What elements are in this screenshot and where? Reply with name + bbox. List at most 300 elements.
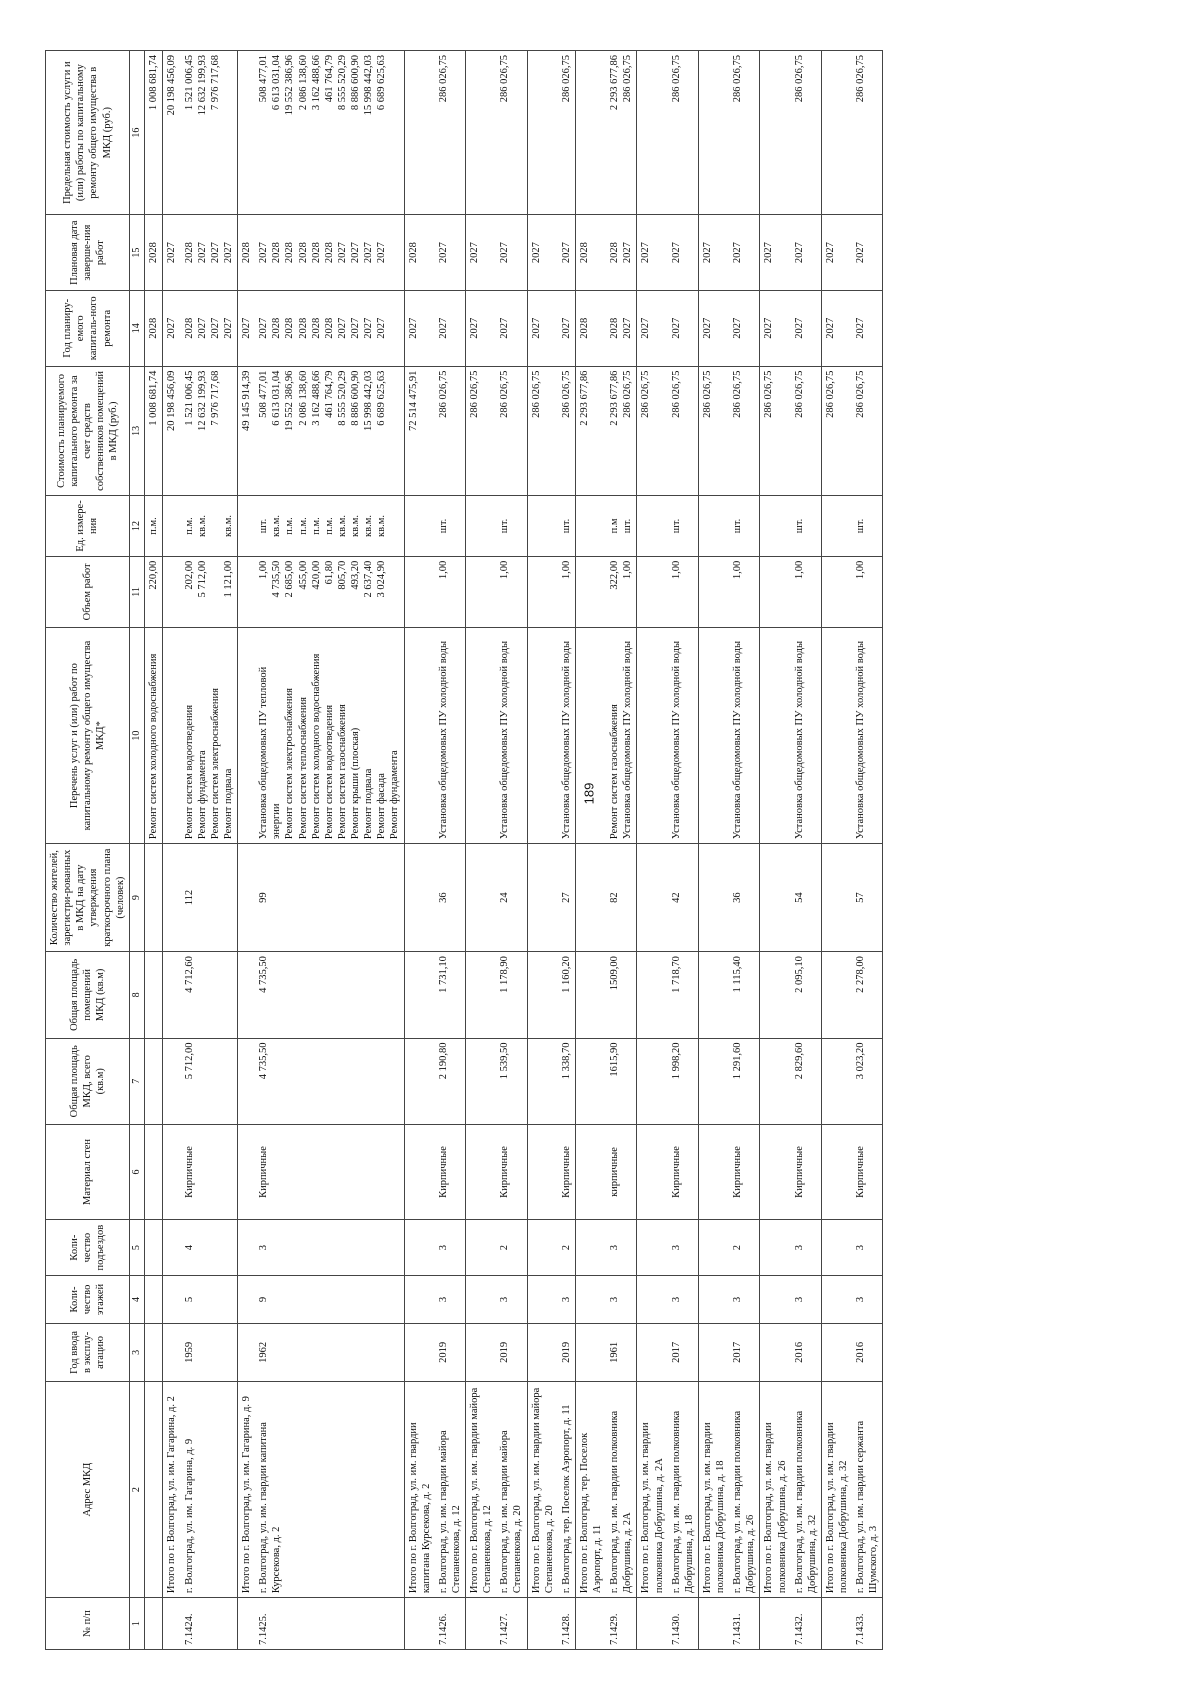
building-row [435,51,466,1650]
empty-cell [404,844,435,952]
commission-year: 2016 [852,1323,883,1381]
column-number: 5 [129,1220,145,1276]
repair-year [558,290,576,366]
work-volume-line: 1 121,00 [222,560,234,598]
completion-date-line: 2027 [855,242,867,264]
column-header: № п/п [46,1598,130,1650]
resident-count: 24 [496,844,527,952]
work-item-line: Ремонт систем электроснабжения [284,688,296,840]
max-cost [496,51,527,215]
empty-cell [575,1220,606,1276]
completion-date [852,215,883,291]
total-max-cost [698,51,729,215]
max-cost-line: 461 764,79 [323,55,335,103]
floor-count: 5 [181,1276,238,1324]
empty-cell [466,1220,497,1276]
wall-material: Кирпичные [435,1124,466,1219]
completion-date-line: 2028 [323,242,335,264]
empty-cell [637,952,668,1038]
column-header: Объем работ [46,556,130,627]
empty-cell [698,1124,729,1219]
premises-area: 4 712,60 [181,952,238,1038]
row-number: 7.1427. [496,1598,527,1650]
premises-area: 2 095,10 [791,952,822,1038]
empty-cell [404,556,435,627]
empty-cell [527,952,558,1038]
work-cost [496,366,527,496]
entrance-count: 3 [435,1220,466,1276]
max-cost-line: 19 552 386,96 [284,55,296,116]
total-area: 5 712,00 [181,1038,238,1124]
repair-year-line: 2027 [376,317,388,339]
total-repair-year: 2027 [404,290,435,366]
work-unit [435,496,466,557]
repair-year-line: 2028 [271,317,283,339]
empty-cell [238,1038,256,1124]
completion-date-line: 2027 [258,242,270,264]
empty-cell [698,628,729,844]
empty-cell [821,496,852,557]
floor-count [145,1276,163,1324]
column-header: Стоимость планируемого капитального ремонта за счет средств собственников помещений в МКД (руб.) [46,366,130,496]
row-number: 7.1431. [729,1598,760,1650]
work-unit-line: кв.м. [336,514,348,537]
work-item [435,628,466,844]
work-unit-line: кв.м. [222,514,234,537]
column-number: 3 [129,1323,145,1381]
empty-cell [238,556,256,627]
work-cost-line: 2 293 677,86 [609,370,621,426]
row-number-cell [527,1598,558,1650]
max-cost-line: 508 477,01 [258,55,270,103]
empty-cell [163,1323,181,1381]
work-volume [145,556,163,627]
row-number: 7.1433. [852,1598,883,1650]
column-header: Предельная стоимость услуги и (или) работы по капитальному ремонту общего имущества в МКД (руб.) [46,51,130,215]
work-cost [668,366,699,496]
total-area [145,1038,163,1124]
empty-cell [163,628,181,844]
repair-year-line: 2028 [323,317,335,339]
max-cost-line: 286 026,75 [499,55,511,103]
total-completion-date: 2027 [527,215,558,291]
commission-year: 1959 [181,1323,238,1381]
work-unit-line: п.м. [310,517,322,535]
entrance-count: 3 [606,1220,637,1276]
empty-cell [821,952,852,1038]
table-body [145,51,883,1650]
work-volume-line: 1,00 [258,560,270,580]
column-number: 7 [129,1038,145,1124]
empty-cell [163,844,181,952]
repair-year [496,290,527,366]
max-cost-line: 3 162 488,66 [310,55,322,111]
empty-cell [637,556,668,627]
empty-cell [760,1038,791,1124]
empty-cell [404,628,435,844]
repair-year [181,290,238,366]
resident-count: 54 [791,844,822,952]
column-number: 16 [129,51,145,215]
work-cost-line: 286 026,75 [670,370,682,418]
work-volume [729,556,760,627]
max-cost-line: 286 026,75 [622,55,634,103]
wall-material: Кирпичные [558,1124,576,1219]
completion-date [145,215,163,291]
empty-cell [238,1220,256,1276]
floor-count: 3 [496,1276,527,1324]
empty-cell [760,844,791,952]
empty-cell [821,1038,852,1124]
work-item-line: Ремонт фундамента [196,750,208,840]
empty-cell [238,1276,256,1324]
empty-cell [821,844,852,952]
total-area: 1 998,20 [668,1038,699,1124]
repair-year-line: 2027 [793,317,805,339]
total-cost: 286 026,75 [698,366,729,496]
empty-cell [821,1276,852,1324]
empty-cell [821,1124,852,1219]
empty-cell [466,844,497,952]
row-number-cell [238,1598,256,1650]
resident-count: 82 [606,844,637,952]
row-number: 7.1429. [606,1598,637,1650]
max-cost [255,51,404,215]
work-unit-line: п.м. [323,517,335,535]
work-unit-line: шт. [670,518,682,534]
empty-cell [404,1323,435,1381]
work-unit [668,496,699,557]
empty-cell [637,628,668,844]
entrance-count: 4 [181,1220,238,1276]
work-cost-line: 19 552 386,96 [284,370,296,431]
total-completion-date: 2027 [760,215,791,291]
empty-cell [466,952,497,1038]
total-cost: 286 026,75 [466,366,497,496]
entrance-count: 3 [791,1220,822,1276]
max-cost [852,51,883,215]
total-area: 1 539,50 [496,1038,527,1124]
work-cost-line: 286 026,75 [793,370,805,418]
work-cost-line: 2 086 138,60 [297,370,309,426]
resident-count: 27 [558,844,576,952]
max-cost [181,51,238,215]
work-volume [852,556,883,627]
repair-year-line: 2027 [196,317,208,339]
total-max-cost [760,51,791,215]
work-volume-line: 493,20 [350,560,361,590]
work-cost [729,366,760,496]
work-cost [606,366,637,496]
empty-cell [821,1323,852,1381]
work-item-line: Ремонт крыши (плоская) [350,727,361,840]
repair-year-line: 2028 [310,317,322,339]
repair-year-line: 2027 [350,317,361,339]
work-item [181,628,238,844]
work-volume-line: 2 637,40 [363,560,375,598]
work-volume-line: 1,00 [855,560,867,580]
max-cost-line: 286 026,75 [855,55,867,103]
column-header: Перечень услуг и (или) работ по капитальному ремонту общего имущества МКД* [46,628,130,844]
work-item [791,628,822,844]
max-cost [145,51,163,215]
work-volume-line: 5 712,00 [196,560,208,598]
completion-date [255,215,404,291]
total-repair-year: 2028 [575,290,606,366]
work-volume-line: 1,00 [560,560,572,580]
work-volume-line: 220,00 [148,560,160,590]
row-number-cell [404,1598,435,1650]
column-number: 10 [129,628,145,844]
work-unit [181,496,238,557]
total-repair-year: 2027 [821,290,852,366]
repair-year-line: 2028 [148,317,160,339]
total-area: 2 190,80 [435,1038,466,1124]
repair-year-line: 2027 [336,317,348,339]
work-item-line: Ремонт фундамента [389,750,401,840]
empty-cell [404,496,435,557]
empty-cell [698,1038,729,1124]
work-cost [145,366,163,496]
building-row [606,51,637,1650]
building-address: г. Волгоград, тер. Поселок Аэропорт, д. 11 [558,1382,576,1598]
empty-cell [163,1220,181,1276]
building-address [145,1382,163,1598]
entrance-count: 2 [558,1220,576,1276]
total-max-cost [238,51,256,215]
max-cost-line: 2 293 677,86 [609,55,621,111]
floor-count: 3 [729,1276,760,1324]
empty-cell [698,1276,729,1324]
work-item-line: Ремонт систем водоотведения [323,704,335,840]
column-header: Коли-чество этажей [46,1276,130,1324]
empty-cell [163,1038,181,1124]
resident-count: 57 [852,844,883,952]
total-row [466,51,497,1650]
work-volume-line [209,561,222,623]
commission-year: 2016 [791,1323,822,1381]
floor-count: 3 [558,1276,576,1324]
completion-date-line: 2027 [222,242,234,264]
work-unit [791,496,822,557]
work-volume-line: 1,00 [732,560,744,580]
work-item [729,628,760,844]
max-cost-line [222,55,235,210]
work-item-line: Ремонт подвала [363,768,375,840]
empty-cell [163,496,181,557]
work-unit [255,496,404,557]
empty-cell [238,952,256,1038]
work-item [255,628,404,844]
completion-date-line: 2027 [363,242,375,264]
work-volume-line: 4 735,50 [271,560,283,598]
max-cost-line: 286 026,75 [560,55,572,103]
max-cost-line: 6 613 031,04 [271,55,283,111]
max-cost-line: 286 026,75 [437,55,449,103]
floor-count: 3 [606,1276,637,1324]
total-cost: 286 026,75 [760,366,791,496]
work-unit [729,496,760,557]
empty-cell [527,556,558,627]
max-cost-line: 8 886 600,90 [350,55,361,111]
completion-date-line: 2028 [271,242,283,264]
total-area: 4 735,50 [255,1038,404,1124]
empty-cell [466,556,497,627]
premises-area: 1 160,20 [558,952,576,1038]
work-item [606,628,637,844]
empty-cell [466,1038,497,1124]
repair-year-line: 2027 [209,317,221,339]
total-area: 2 829,60 [791,1038,822,1124]
completion-date-line: 2027 [350,242,361,264]
floor-count: 3 [435,1276,466,1324]
column-header: Количество жителей, зарегистри-рованных в МКД на дату утверждения краткосрочного плана (человек) [46,844,130,952]
empty-cell [575,556,606,627]
empty-cell [575,952,606,1038]
column-header: Общая площадь помещений МКД (кв.м) [46,952,130,1038]
building-row [181,51,238,1650]
empty-cell [163,1276,181,1324]
work-cost-line: 286 026,75 [437,370,449,418]
work-item-line: Установка общедомовых ПУ холодной воды [499,640,511,840]
work-item-line: Ремонт подвала [222,768,234,840]
total-row [760,51,791,1650]
column-number: 15 [129,215,145,291]
work-volume-line: 202,00 [183,560,195,590]
work-volume [668,556,699,627]
column-header: Год планиру-емого капиталь-ного ремонта [46,290,130,366]
completion-date-line: 2027 [560,242,572,264]
building-row [852,51,883,1650]
total-row [821,51,852,1650]
wall-material: Кирпичные [255,1124,404,1219]
repair-year-line: 2027 [258,317,270,339]
completion-date-line: 2028 [183,242,195,264]
max-cost [729,51,760,215]
empty-cell [760,1276,791,1324]
repair-year-line: 2027 [732,317,744,339]
completion-date [496,215,527,291]
repair-year-line: 2027 [222,317,234,339]
premises-area: 1 178,90 [496,952,527,1038]
total-max-cost: 20 198 456,09 [163,51,181,215]
repair-year-line: 2027 [363,317,375,339]
work-unit-line: кв.м. [271,514,283,537]
empty-cell [163,556,181,627]
max-cost-line: 12 632 199,93 [196,55,208,116]
empty-cell [404,1038,435,1124]
commission-year [145,1323,163,1381]
work-volume-line: 1,00 [793,560,805,580]
column-number: 9 [129,844,145,952]
work-unit-line [209,500,222,552]
work-unit [852,496,883,557]
row-number: 7.1426. [435,1598,466,1650]
building-address: г. Волгоград, ул. им. Гагарина, д. 9 [181,1382,238,1598]
premises-area: 1509,00 [606,952,637,1038]
work-cost-line: 1 008 681,74 [148,370,160,426]
work-item-line: Установка общедомовых ПУ холодной воды [437,640,449,840]
max-cost-line: 286 026,75 [670,55,682,103]
building-address: г. Волгоград, ул. им. гвардии майора Степаненкова, д. 20 [496,1382,527,1598]
row-number: 7.1430. [668,1598,699,1650]
total-row [527,51,558,1650]
building-row [145,51,163,1650]
empty-cell [163,1124,181,1219]
entrance-count: 3 [668,1220,699,1276]
total-row [575,51,606,1650]
work-unit-line: п.м. [284,517,296,535]
premises-area: 4 735,50 [255,952,404,1038]
entrance-count: 3 [852,1220,883,1276]
total-row [404,51,435,1650]
column-header: Ед. измере-ния [46,496,130,557]
max-cost [558,51,576,215]
work-item-line: Ремонт систем теплоснабжения [297,697,309,840]
empty-cell [760,1220,791,1276]
work-unit-line: кв.м. [363,514,375,537]
total-cost: 286 026,75 [527,366,558,496]
empty-cell [404,1124,435,1219]
building-address: г. Волгоград, ул. им. гвардии полковника Добрушина, д. 26 [729,1382,760,1598]
empty-cell [575,1276,606,1324]
empty-cell [404,952,435,1038]
total-max-cost [466,51,497,215]
building-row [496,51,527,1650]
empty-cell [575,628,606,844]
total-address: Итого по г. Волгоград, ул. им. Гагарина, д. 9 [238,1382,256,1598]
work-item-line: Ремонт систем водоотведения [183,704,195,840]
empty-cell [575,1323,606,1381]
empty-cell [575,496,606,557]
wall-material: Кирпичные [181,1124,238,1219]
work-volume-line: 420,00 [310,560,322,590]
resident-count: 99 [255,844,404,952]
resident-count [145,844,163,952]
capital-repair-table [45,50,883,1650]
repair-year-line: 2027 [437,317,449,339]
wall-material: Кирпичные [668,1124,699,1219]
total-max-cost [575,51,606,215]
wall-material [145,1124,163,1219]
total-cost: 286 026,75 [821,366,852,496]
resident-count: 36 [729,844,760,952]
work-item-line: Ремонт систем газоснабжения [336,704,348,840]
work-item-line: Ремонт фасада [376,773,388,840]
repair-year-line: 2027 [670,317,682,339]
empty-cell [527,1038,558,1124]
work-item [558,628,576,844]
row-number-cell [698,1598,729,1650]
repair-year [255,290,404,366]
max-cost-line: 8 555 520,29 [336,55,348,111]
work-cost-line: 15 998 442,03 [363,370,375,431]
completion-date [791,215,822,291]
completion-date-line: 2028 [284,242,296,264]
row-number: 7.1432. [791,1598,822,1650]
repair-year [852,290,883,366]
row-number-cell [466,1598,497,1650]
empty-cell [637,1276,668,1324]
completion-date [668,215,699,291]
row-number-cell [163,1598,181,1650]
empty-cell [466,1276,497,1324]
max-cost [668,51,699,215]
total-area: 3 023,20 [852,1038,883,1124]
completion-date-line: 2027 [499,242,511,264]
entrance-count [145,1220,163,1276]
column-number: 6 [129,1124,145,1219]
